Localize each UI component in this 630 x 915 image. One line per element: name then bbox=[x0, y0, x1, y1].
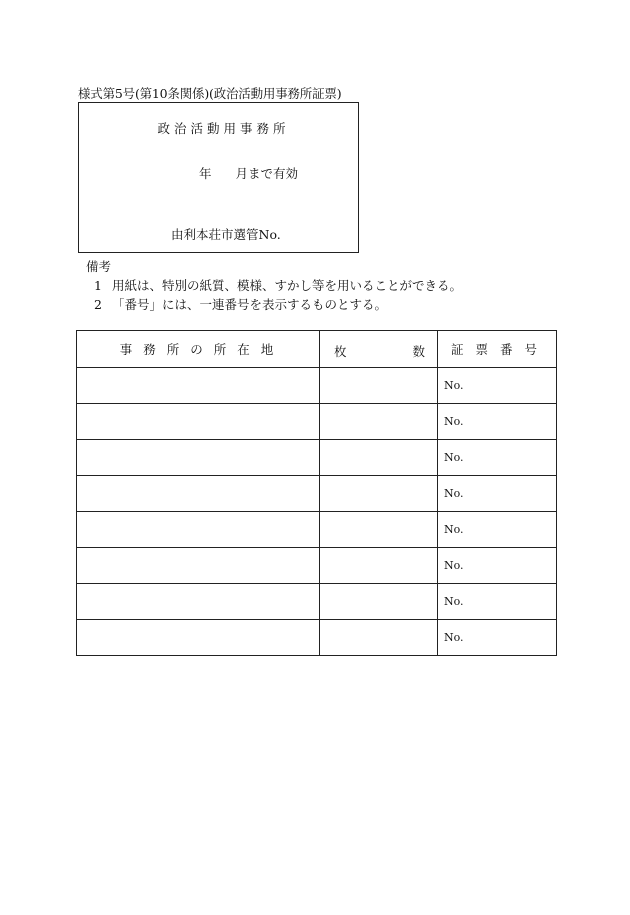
header-cert-number: 証票番号 bbox=[438, 331, 557, 368]
table-row bbox=[77, 512, 557, 548]
location-cell[interactable] bbox=[77, 584, 320, 620]
number-cell[interactable]: No. bbox=[438, 404, 557, 440]
table-row bbox=[77, 440, 557, 476]
header-count-left: 枚 bbox=[334, 344, 347, 359]
location-cell[interactable] bbox=[77, 440, 320, 476]
remark-item bbox=[94, 276, 462, 294]
count-cell[interactable] bbox=[320, 404, 438, 440]
form-title: 様式第5号(第10条関係)(政治活動用事務所証票) bbox=[78, 86, 342, 101]
header-count-right: 数 bbox=[412, 344, 425, 359]
remark-item bbox=[94, 295, 387, 313]
remark-number: 2 bbox=[94, 297, 102, 312]
certificate-validity bbox=[199, 164, 298, 182]
certificate-heading: 政治活動用事務所 bbox=[157, 121, 290, 136]
location-cell[interactable] bbox=[77, 512, 320, 548]
location-cell[interactable] bbox=[77, 476, 320, 512]
validity-month-label: 月まで有効 bbox=[235, 166, 299, 181]
remark-text: 用紙は、特別の紙質、模様、すかし等を用いることができる。 bbox=[112, 278, 463, 293]
header-location: 事務所の所在地 bbox=[77, 331, 320, 368]
location-cell[interactable] bbox=[77, 548, 320, 584]
table-header-row bbox=[77, 331, 557, 368]
remarks-title: 備考 bbox=[86, 259, 112, 274]
location-cell[interactable] bbox=[77, 404, 320, 440]
count-cell[interactable] bbox=[320, 440, 438, 476]
count-cell[interactable] bbox=[320, 584, 438, 620]
location-cell[interactable] bbox=[77, 620, 320, 656]
number-cell[interactable]: No. bbox=[438, 476, 557, 512]
number-cell[interactable]: No. bbox=[438, 440, 557, 476]
count-cell[interactable] bbox=[320, 512, 438, 548]
remark-number: 1 bbox=[94, 278, 102, 293]
number-cell[interactable]: No. bbox=[438, 584, 557, 620]
location-cell[interactable] bbox=[77, 368, 320, 404]
count-cell[interactable] bbox=[320, 476, 438, 512]
table-row bbox=[77, 476, 557, 512]
remark-text: 「番号」には、一連番号を表示するものとする。 bbox=[112, 297, 388, 312]
certificate-box bbox=[78, 102, 359, 253]
number-cell[interactable]: No. bbox=[438, 548, 557, 584]
number-cell[interactable]: No. bbox=[438, 620, 557, 656]
count-cell[interactable] bbox=[320, 368, 438, 404]
header-count bbox=[320, 331, 438, 368]
table-row bbox=[77, 548, 557, 584]
table-row bbox=[77, 620, 557, 656]
table-row bbox=[77, 584, 557, 620]
validity-year-label: 年 bbox=[199, 166, 212, 181]
management-number-label: 由利本荘市選管No. bbox=[171, 227, 281, 242]
number-cell[interactable]: No. bbox=[438, 368, 557, 404]
number-cell[interactable]: No. bbox=[438, 512, 557, 548]
table-row bbox=[77, 404, 557, 440]
office-ledger-table bbox=[76, 330, 557, 656]
table-row bbox=[77, 368, 557, 404]
count-cell[interactable] bbox=[320, 620, 438, 656]
count-cell[interactable] bbox=[320, 548, 438, 584]
